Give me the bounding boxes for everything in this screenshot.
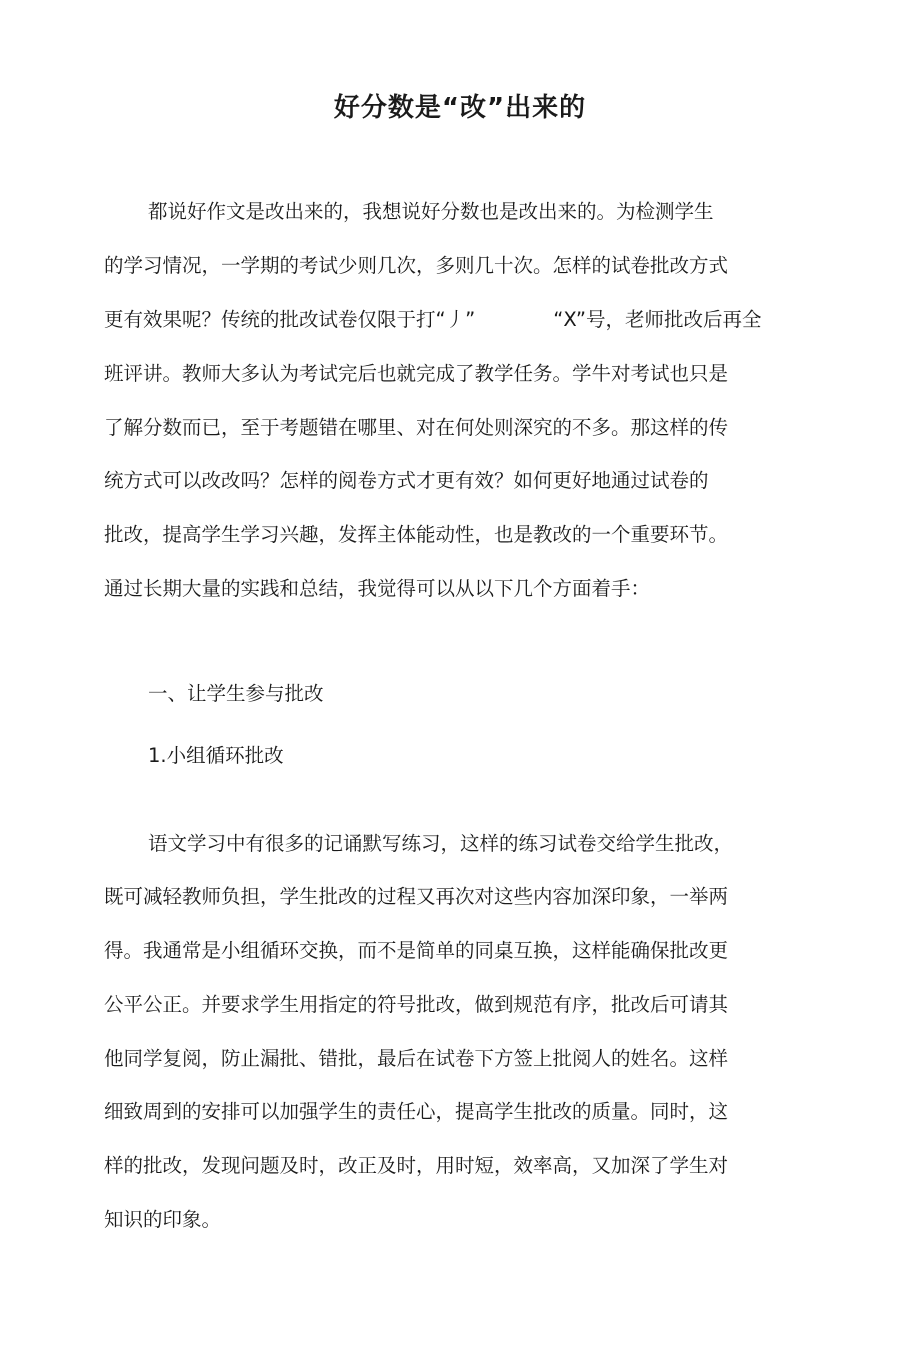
document-title: 好分数是“改”出来的: [333, 93, 587, 123]
intro-line: 统方式可以改改吗？怎样的阅卷方式才更有效？如何更好地通过试卷的: [104, 469, 709, 492]
intro-line: 的学习情况，一学期的考试少则几次，多则几十次。怎样的试卷批改方式: [104, 254, 729, 277]
body-line: 细致周到的安排可以加强学生的责任心，提高学生批改的质量。同时，这: [104, 1100, 729, 1123]
body-line: 样的批改，发现问题及时，改正及时，用时短，效率高，又加深了学生对: [104, 1154, 729, 1177]
intro-line: 都说好作文是改出来的，我想说好分数也是改出来的。为检测学生: [148, 200, 714, 223]
intro-line-part: 更有效果呢？传统的批改试卷仅限于打“丿”: [104, 308, 476, 331]
section-heading: 一、让学生参与批改: [148, 682, 324, 705]
intro-line: [104, 304, 762, 336]
intro-line: 班评讲。教师大多认为考试完后也就完成了教学任务。学牛对考试也只是: [104, 362, 729, 385]
body-line: 公平公正。并要求学生用指定的符号批改，做到规范有序，批改后可请其: [104, 993, 729, 1016]
intro-line-part: “X”号，老师批改后再全: [553, 308, 762, 331]
intro-line: 通过长期大量的实践和总结，我觉得可以从以下几个方面着手：: [104, 577, 651, 600]
body-line: 得。我通常是小组循环交换，而不是简单的同桌互换，这样能确保批改更: [104, 939, 729, 962]
body-line: 语文学习中有很多的记诵默写练习，这样的练习试卷交给学生批改，: [148, 832, 734, 855]
body-line: 知识的印象。: [104, 1208, 222, 1231]
intro-line: 了解分数而已，至于考题错在哪里、对在何处则深究的不多。那这样的传: [104, 416, 729, 439]
body-line: 既可减轻教师负担，学生批改的过程又再次对这些内容加深印象，一举两: [104, 885, 729, 908]
body-line: 他同学复阅，防止漏批、错批，最后在试卷下方签上批阅人的姓名。这样: [104, 1047, 729, 1070]
intro-line: 批改，提高学生学习兴趣，发挥主体能动性，也是教改的一个重要环节。: [104, 523, 729, 546]
subsection-heading: 1.小组循环批改: [148, 744, 284, 767]
